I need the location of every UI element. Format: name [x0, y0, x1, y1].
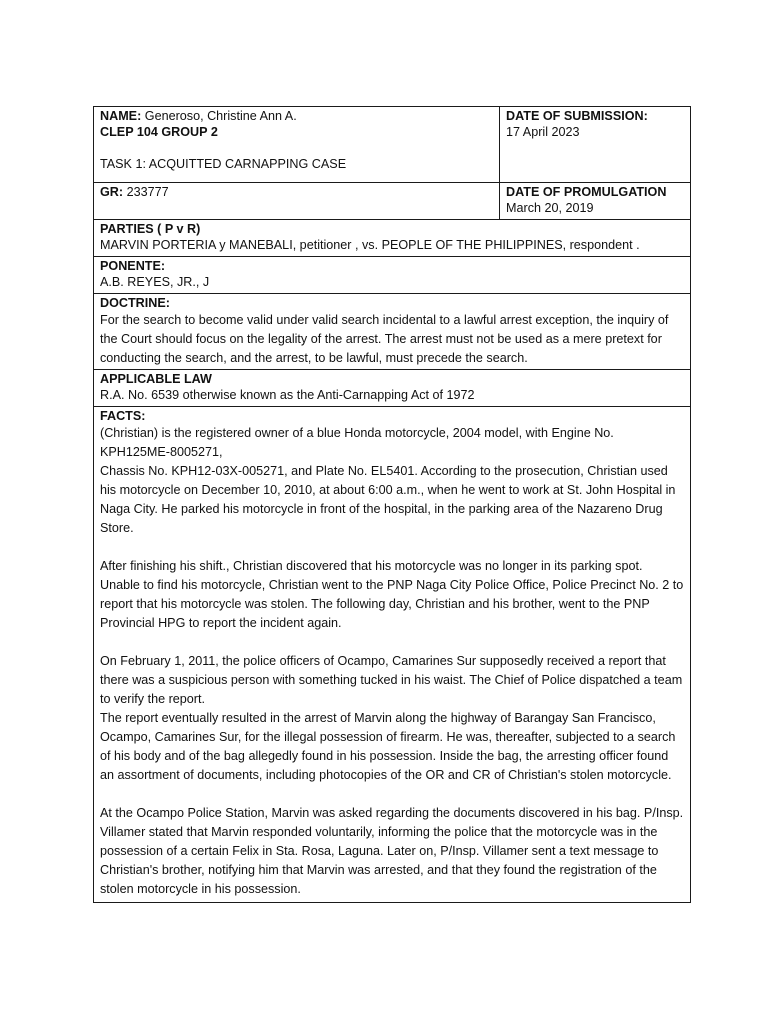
parties-row	[94, 220, 690, 257]
promulgation-date: March 20, 2019	[506, 201, 594, 215]
ponente-cell	[94, 257, 690, 293]
law-label: APPLICABLE LAW	[100, 372, 212, 386]
student-name-line	[100, 108, 493, 124]
facts-paragraph-5: The report eventually resulted in the arrest of Marvin along the highway of Barangay San Francisco, Ocampo, Camarines Sur, for the illegal possession of firearm. He was, thereafter, subjected to a search of his body and of the bag allegedly found in his possession. Inside the bag, the arresting officer found an assortment of documents, including photocopies of the OR and CR of Christian's stolen motorcycle.	[100, 711, 676, 782]
facts-paragraph-4: On February 1, 2011, the police officers of Ocampo, Camarines Sur supposedly received a report that there was a suspicious person with something tucked in his waist. The Chief of Police dispatched a team to verify the report.	[100, 654, 683, 706]
parties-cell	[94, 220, 690, 256]
promulgation-label: DATE OF PROMULGATION	[506, 185, 667, 199]
facts-paragraph-3: After finishing his shift., Christian discovered that his motorcycle was no longer in its parking spot. Unable to find his motorcycle, Christian went to the PNP Naga City Police Office, Police Precinct No. 2 to report that his motorcycle was stolen. The following day, Christian and his brother, went to the PNP Provincial HPG to report the incident again.	[100, 559, 684, 630]
doctrine-cell	[94, 294, 690, 369]
ponente-value: A.B. REYES, JR., J	[100, 275, 210, 289]
header-row	[94, 107, 690, 183]
submission-label: DATE OF SUBMISSION:	[506, 109, 648, 123]
case-digest-table	[93, 106, 691, 903]
parties-label: PARTIES ( P v R)	[100, 222, 201, 236]
submission-cell	[500, 107, 690, 182]
group-label: CLEP 104 GROUP 2	[100, 125, 218, 139]
name-label: NAME:	[100, 109, 142, 123]
doctrine-text: For the search to become valid under valid search incidental to a lawful arrest exception, the inquiry of the Court should focus on the legality of the arrest. The arrest must not be used as a mere pretext for conducting the search, and the arrest, to be lawful, must precede the search.	[100, 313, 669, 365]
student-name: Generoso, Christine Ann A.	[141, 109, 297, 123]
law-row	[94, 370, 690, 407]
gr-line	[100, 184, 493, 200]
facts-cell	[94, 407, 690, 902]
submission-date: 17 April 2023	[506, 125, 580, 139]
ponente-label: PONENTE:	[100, 259, 166, 273]
gr-number: 233777	[123, 185, 169, 199]
law-value: R.A. No. 6539 otherwise known as the Anti-Carnapping Act of 1972	[100, 388, 475, 402]
student-info-cell	[94, 107, 500, 182]
law-cell	[94, 370, 690, 406]
gr-row	[94, 183, 690, 220]
doctrine-label: DOCTRINE:	[100, 296, 170, 310]
facts-paragraph-6: At the Ocampo Police Station, Marvin was asked regarding the documents discovered in his bag. P/Insp. Villamer stated that Marvin responded voluntarily, informing the police that the motorcycle was in the possession of a certain Felix in Sta. Rosa, Laguna. Later on, P/Insp. Villamer sent a text message to Christian's brother, notifying him that Marvin was arrested, and that they found the registration of the stolen motorcycle in his possession.	[100, 806, 684, 896]
ponente-row	[94, 257, 690, 294]
facts-paragraph-2: Chassis No. KPH12-03X-005271, and Plate No. EL5401. According to the prosecution, Christian used his motorcycle on December 10, 2010, at about 6:00 a.m., when he went to work at St. John Hospital in Naga City. He parked his motorcycle in front of the hospital, in the parking area of the Nazareno Drug Store.	[100, 464, 676, 535]
parties-value: MARVIN PORTERIA y MANEBALI, petitioner , vs. PEOPLE OF THE PHILIPPINES, respondent .	[100, 238, 640, 252]
facts-paragraph-1: (Christian) is the registered owner of a blue Honda motorcycle, 2004 model, with Engine No. KPH125ME-8005271,	[100, 426, 614, 459]
promulgation-cell	[500, 183, 690, 219]
facts-label: FACTS:	[100, 409, 146, 423]
gr-label: GR:	[100, 185, 124, 199]
task-title: TASK 1: ACQUITTED CARNAPPING CASE	[100, 157, 347, 171]
doctrine-row	[94, 294, 690, 370]
gr-cell	[94, 183, 500, 219]
facts-row	[94, 407, 690, 902]
